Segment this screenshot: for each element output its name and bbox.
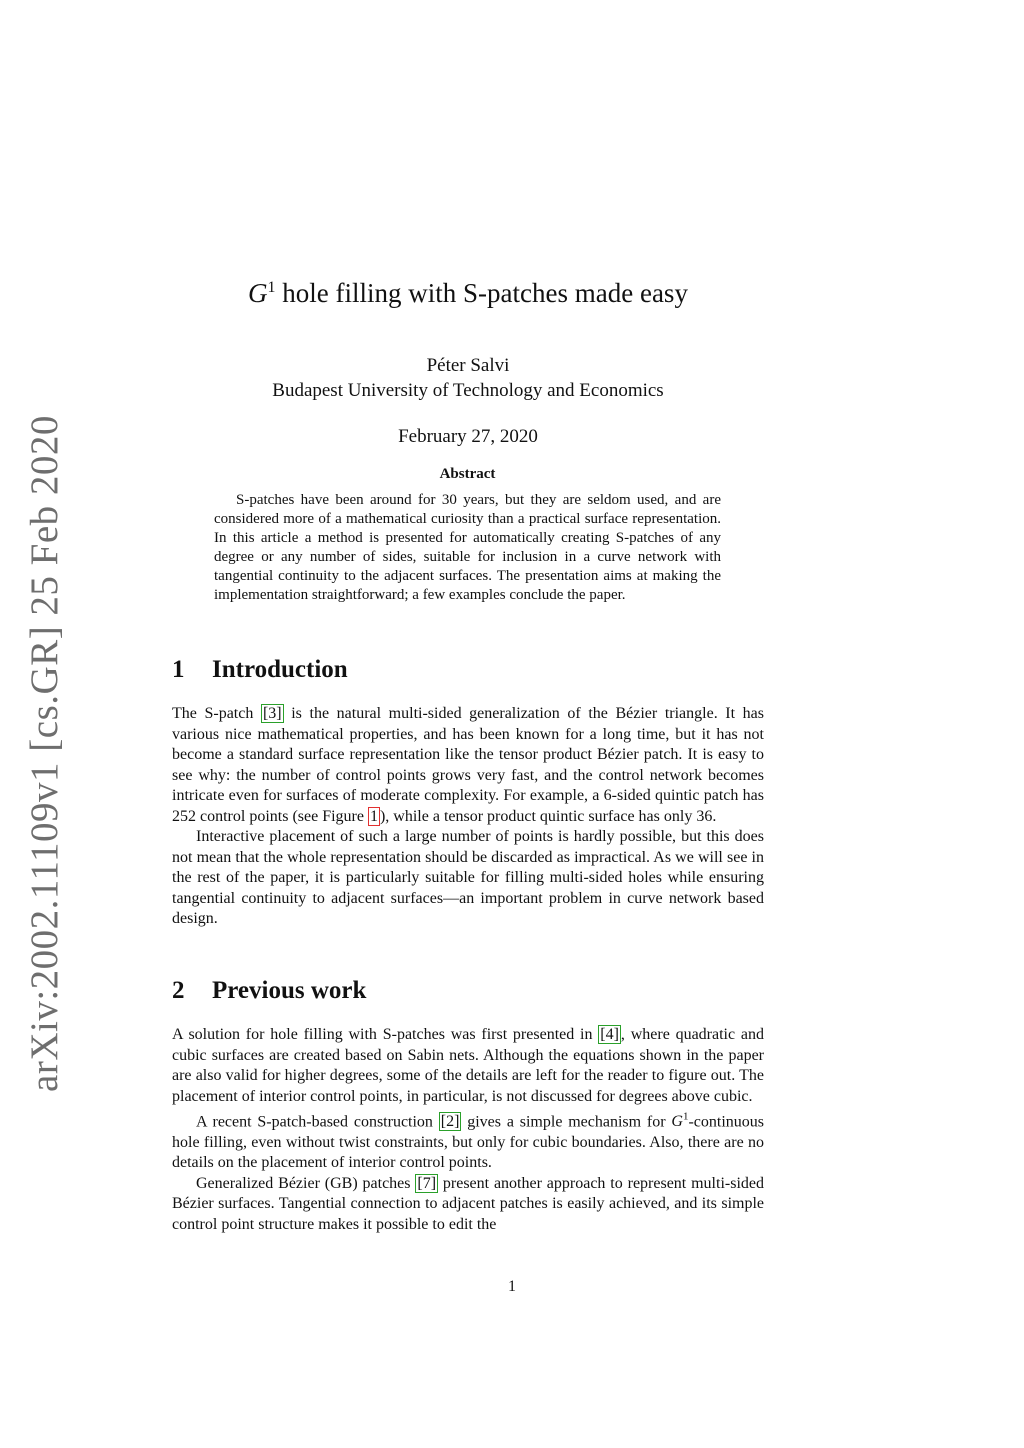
paper-date: February 27, 2020 xyxy=(398,426,538,447)
text-run: , where quadratic and cubic surfaces are created based on Sabin nets. Although the equations shown in the paper are also valid for higher degrees, some of the details are left for the reader to figure out. The placement of interior control points, in particular, is not discussed for degrees above cubic. xyxy=(172,1026,764,1105)
math-superscript: 1 xyxy=(682,1111,689,1123)
section-heading-introduction xyxy=(172,656,764,684)
text-run: present another approach to represent multi-sided Bézier surfaces. Tangential connection to adjacent patches is easily achieved, and its simple control point structure makes it possible to edit the xyxy=(172,1174,764,1233)
section-heading-previous-work xyxy=(172,977,764,1005)
abstract-heading: Abstract xyxy=(439,466,496,482)
title-math-symbol: G xyxy=(248,278,268,308)
paper-title xyxy=(172,278,764,309)
author-affiliation: Budapest University of Technology and Economics xyxy=(272,380,664,401)
citation-link[interactable]: [4] xyxy=(600,1026,619,1043)
intro-paragraph-2: Interactive placement of such a large number of points is hardly possible, but this does not mean that the whole representation should be discarded as impractical. As we will see in the rest of the paper, it is particularly suitable for filling multi-sided holes while ensuring tangential continuity to adjacent surfaces—an important problem in curve network based design. xyxy=(172,828,764,927)
text-run: is the natural multi-sided generalization of the Bézier triangle. It has various nice mathematical properties, and has been known for a long time, but it has not become a standard surface representation like the tensor product Bézier patch. It is easy to see why: the number of control points grows very fast, and the control network becomes intricate even for surfaces of moderate complexity. For example, a 6-sided quintic patch has 252 control points (see Figure xyxy=(172,705,765,825)
text-run: A solution for hole filling with S-patches was first presented in xyxy=(172,1026,599,1043)
citation-link[interactable]: [7] xyxy=(417,1174,437,1192)
intro-paragraph-1 xyxy=(172,704,764,827)
figure-link[interactable]: 1 xyxy=(369,807,378,825)
title-math-superscript: 1 xyxy=(267,279,276,296)
text-run: -continuous hole filling, even without twist constraints, but only for cubic boundaries. Also, there are no details on the placement of interior control points. xyxy=(172,1113,765,1172)
text-run: The S-patch xyxy=(172,705,261,722)
page-number: 1 xyxy=(508,1278,516,1295)
title-block xyxy=(172,278,764,448)
previous-work-paragraph-2 xyxy=(172,1107,764,1174)
text-run: Generalized Bézier (GB) patches xyxy=(196,1174,416,1192)
previous-work-paragraph-1 xyxy=(172,1025,764,1107)
section-number: 2 xyxy=(172,977,185,1004)
citation-link[interactable]: [2] xyxy=(440,1113,460,1131)
previous-work-paragraph-3 xyxy=(172,1174,764,1236)
text-run: ), while a tensor product quintic surface has only 36. xyxy=(379,807,717,825)
abstract-text: S-patches have been around for 30 years, but they are seldom used, and are considered more of a mathematical curiosity than a practical surface representation. In this article a method is presented for automatically creating S-patches of any degree or any number of sides, suitable for inclusion in a curve network with tangential continuity to the adjacent surfaces. The presentation aims at making the implementation straightforward; a few examples conclude the paper. xyxy=(214,492,721,603)
citation-link[interactable]: [3] xyxy=(262,705,282,722)
section-introduction xyxy=(172,656,764,930)
math-letter: G xyxy=(671,1113,683,1131)
arxiv-identifier: arXiv:2002.11109v1 [cs.GR] 25 Feb 2020 xyxy=(22,414,66,1092)
text-run: gives a simple mechanism for xyxy=(461,1113,672,1131)
math-symbol xyxy=(671,1113,688,1130)
section-title: Introduction xyxy=(212,656,348,683)
section-title: Previous work xyxy=(212,977,367,1004)
section-previous-work xyxy=(172,977,764,1235)
abstract xyxy=(214,466,721,605)
arxiv-stamp xyxy=(12,414,76,1092)
author-name: Péter Salvi xyxy=(426,355,510,376)
title-text: hole filling with S-patches made easy xyxy=(282,278,688,308)
text-run: A recent S-patch-based construction xyxy=(196,1113,439,1131)
section-number: 1 xyxy=(172,656,185,683)
